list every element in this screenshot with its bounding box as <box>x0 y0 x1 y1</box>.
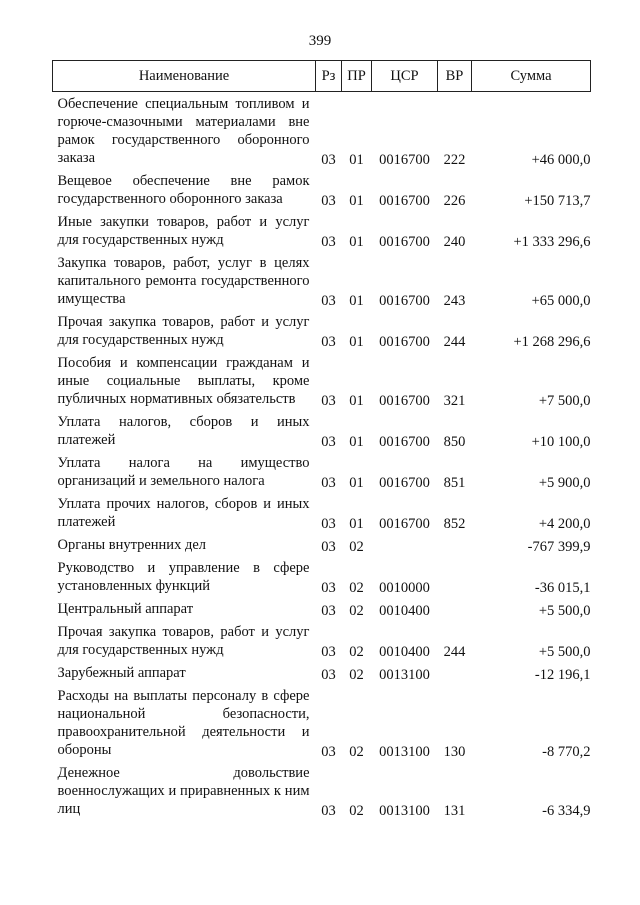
cell-sum: -12 196,1 <box>534 667 591 683</box>
cell-vr: 130 <box>443 744 466 760</box>
cell-name: Закупка товаров, работ, услуг в целях капитального ремонта государственного имущества <box>57 255 310 307</box>
cell-vr: 850 <box>443 434 466 450</box>
header-name: Наименование <box>53 61 316 92</box>
cell-csr: 0016700 <box>379 516 430 532</box>
cell-vr <box>438 556 472 597</box>
cell-name: Прочая закупка товаров, работ и услуг для государственных нужд <box>57 314 310 348</box>
page-number: 399 <box>308 33 332 49</box>
cell-pr: 01 <box>349 434 364 450</box>
cell-rz: 03 <box>321 667 336 683</box>
cell-rz: 03 <box>321 644 336 660</box>
table-row <box>53 451 591 492</box>
cell-name: Пособия и компенсации гражданам и иные социальные выплаты, кроме публичных нормативных обязательств <box>57 355 310 407</box>
cell-csr: 0013100 <box>379 803 430 819</box>
budget-table <box>52 60 591 820</box>
cell-rz: 03 <box>321 603 336 619</box>
cell-rz: 03 <box>321 516 336 532</box>
cell-sum: +46 000,0 <box>531 152 591 168</box>
table-row <box>53 684 591 761</box>
cell-pr: 01 <box>349 475 364 491</box>
cell-sum: +1 333 296,6 <box>513 234 591 250</box>
table-row <box>53 351 591 410</box>
cell-name: Прочая закупка товаров, работ и услуг для государственных нужд <box>57 624 310 658</box>
cell-name: Иные закупки товаров, работ и услуг для государственных нужд <box>57 214 310 248</box>
cell-rz: 03 <box>321 193 336 209</box>
cell-name: Центральный аппарат <box>57 601 194 617</box>
cell-sum: +65 000,0 <box>531 293 591 309</box>
cell-vr <box>438 533 472 556</box>
cell-rz: 03 <box>321 393 336 409</box>
cell-pr: 02 <box>349 667 364 683</box>
cell-pr: 01 <box>349 234 364 250</box>
header-csr: ЦСР <box>372 61 438 92</box>
header-pr: ПР <box>342 61 372 92</box>
cell-pr: 01 <box>349 193 364 209</box>
table-row <box>53 492 591 533</box>
table-row <box>53 210 591 251</box>
cell-name: Зарубежный аппарат <box>57 665 186 681</box>
table-row <box>53 169 591 210</box>
cell-sum: +5 500,0 <box>538 644 591 660</box>
cell-name: Денежное довольствие военнослужащих и приравненных к ним лиц <box>57 765 310 817</box>
cell-pr: 02 <box>349 603 364 619</box>
cell-name: Уплата налога на имущество организаций и земельного налога <box>57 455 310 489</box>
cell-rz: 03 <box>321 152 336 168</box>
cell-vr: 243 <box>443 293 466 309</box>
cell-vr: 852 <box>443 516 466 532</box>
cell-pr: 01 <box>349 516 364 532</box>
table-row <box>53 92 591 170</box>
cell-rz: 03 <box>321 475 336 491</box>
table-row <box>53 310 591 351</box>
cell-pr: 02 <box>349 580 364 596</box>
cell-name: Руководство и управление в сфере установленных функций <box>57 560 310 594</box>
cell-csr: 0016700 <box>379 475 430 491</box>
cell-csr: 0010000 <box>379 580 430 596</box>
cell-csr: 0016700 <box>379 234 430 250</box>
cell-csr: 0016700 <box>379 434 430 450</box>
cell-sum: +10 100,0 <box>531 434 591 450</box>
cell-rz: 03 <box>321 744 336 760</box>
cell-csr: 0010400 <box>379 644 430 660</box>
cell-pr: 02 <box>349 539 364 555</box>
cell-sum: +1 268 296,6 <box>513 334 591 350</box>
cell-pr: 02 <box>349 803 364 819</box>
cell-sum: +4 200,0 <box>538 516 591 532</box>
cell-pr: 02 <box>349 744 364 760</box>
table-row <box>53 620 591 661</box>
cell-rz: 03 <box>321 434 336 450</box>
table-row <box>53 410 591 451</box>
cell-sum: -767 399,9 <box>527 539 591 555</box>
cell-vr: 244 <box>443 644 466 660</box>
table-header-row <box>53 61 591 92</box>
cell-csr: 0013100 <box>379 667 430 683</box>
cell-name: Уплата прочих налогов, сборов и иных платежей <box>57 496 310 530</box>
table-row <box>53 597 591 620</box>
cell-vr: 851 <box>443 475 466 491</box>
cell-name: Расходы на выплаты персоналу в сфере национальной безопасности, правоохранительной деятельности и обороны <box>57 688 310 758</box>
cell-vr: 131 <box>443 803 466 819</box>
cell-vr: 244 <box>443 334 466 350</box>
header-vr: ВР <box>438 61 472 92</box>
cell-vr <box>438 597 472 620</box>
cell-csr: 0016700 <box>379 393 430 409</box>
table-row <box>53 761 591 820</box>
cell-name: Органы внутренних дел <box>57 537 206 553</box>
cell-csr <box>372 533 438 556</box>
cell-pr: 01 <box>349 152 364 168</box>
table-row <box>53 661 591 684</box>
cell-pr: 01 <box>349 393 364 409</box>
cell-vr: 240 <box>443 234 466 250</box>
cell-rz: 03 <box>321 539 336 555</box>
cell-name: Уплата налогов, сборов и иных платежей <box>57 414 310 448</box>
cell-vr: 226 <box>443 193 466 209</box>
cell-name: Вещевое обеспечение вне рамок государственного оборонного заказа <box>57 173 310 207</box>
cell-sum: +150 713,7 <box>524 193 591 209</box>
cell-csr: 0016700 <box>379 152 430 168</box>
cell-pr: 01 <box>349 334 364 350</box>
cell-rz: 03 <box>321 580 336 596</box>
cell-sum: +5 500,0 <box>538 603 591 619</box>
cell-rz: 03 <box>321 334 336 350</box>
cell-csr: 0013100 <box>379 744 430 760</box>
cell-sum: +7 500,0 <box>538 393 591 409</box>
cell-pr: 01 <box>349 293 364 309</box>
cell-rz: 03 <box>321 234 336 250</box>
cell-vr: 321 <box>443 393 466 409</box>
cell-csr: 0016700 <box>379 293 430 309</box>
cell-vr <box>438 661 472 684</box>
header-rz: Рз <box>316 61 342 92</box>
cell-csr: 0010400 <box>379 603 430 619</box>
table-row <box>53 556 591 597</box>
cell-sum: -36 015,1 <box>534 580 591 596</box>
cell-name: Обеспечение специальным топливом и горюче-смазочными материалами вне рамок государственного оборонного заказа <box>57 96 310 166</box>
cell-csr: 0016700 <box>379 193 430 209</box>
cell-rz: 03 <box>321 293 336 309</box>
cell-vr: 222 <box>443 152 466 168</box>
cell-sum: -6 334,9 <box>542 803 591 819</box>
cell-csr: 0016700 <box>379 334 430 350</box>
cell-pr: 02 <box>349 644 364 660</box>
cell-sum: +5 900,0 <box>538 475 591 491</box>
table-row <box>53 533 591 556</box>
table-row <box>53 251 591 310</box>
header-sum: Сумма <box>472 61 591 92</box>
cell-sum: -8 770,2 <box>542 744 591 760</box>
cell-rz: 03 <box>321 803 336 819</box>
